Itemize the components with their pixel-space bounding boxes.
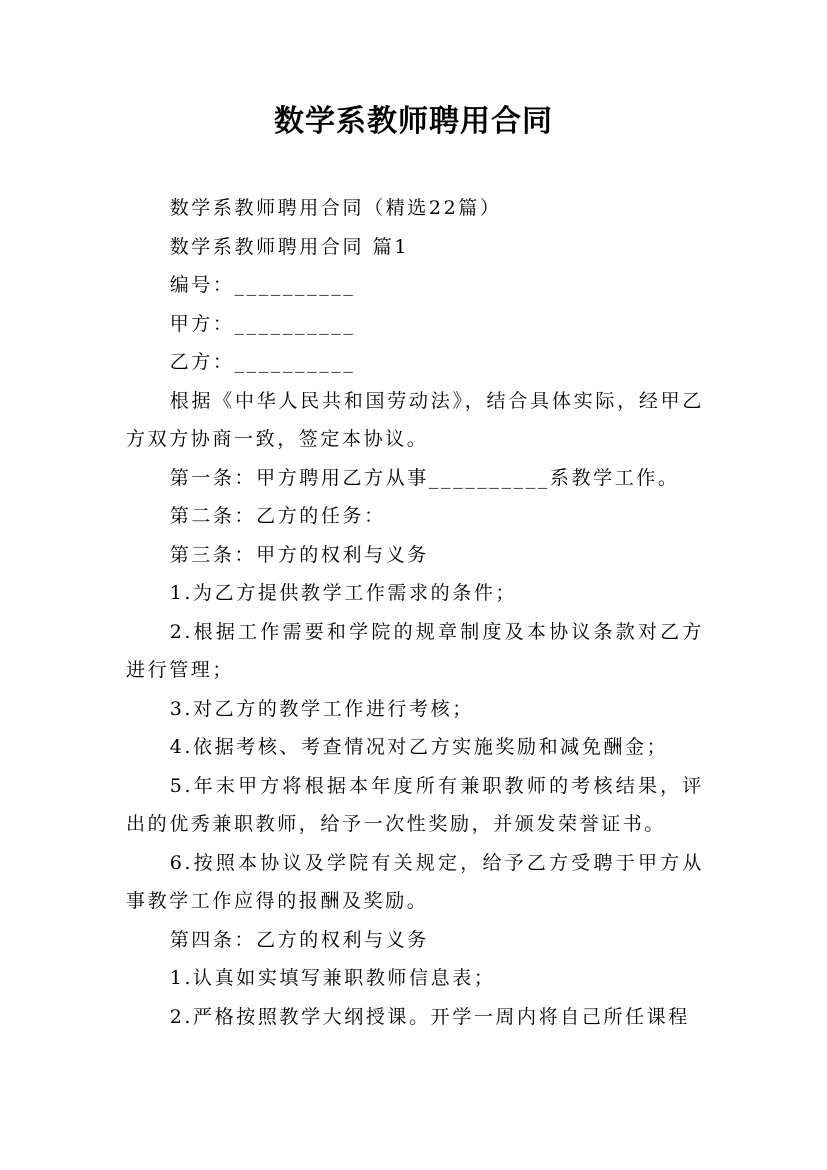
paragraph: 3.对乙方的教学工作进行考核； (169, 697, 474, 720)
paragraph: 4.依据考核、考查情况对乙方实施奖励和减免酬金； (169, 736, 669, 758)
paragraph: 数学系教师聘用合同（精选22篇） (169, 197, 502, 219)
paragraph: 1.认真如实填写兼职教师信息表； (169, 967, 496, 989)
paragraph: 第四条：乙方的权利与义务 (169, 928, 429, 951)
document-title: 数学系教师聘用合同 (274, 104, 553, 139)
paragraph: 2.严格按照教学大纲授课。开学一周内将自己所任课程 (169, 1005, 690, 1028)
document-body (126, 189, 704, 1036)
paragraph: 乙方：__________ (169, 351, 356, 373)
paragraph: 5.年末甲方将根据本年度所有兼职教师的考核结果，评出的优秀兼职教师，给予一次性奖励，并颁发荣誉证书。 (126, 774, 704, 835)
paragraph: 编号：__________ (169, 274, 356, 296)
paragraph: 2.根据工作需要和学院的规章制度及本协议条款对乙方进行管理； (126, 620, 704, 681)
paragraph: 第三条：甲方的权利与义务 (169, 543, 429, 566)
paragraph: 甲方：__________ (169, 312, 356, 335)
paragraph: 6.按照本协议及学院有关规定，给予乙方受聘于甲方从事教学工作应得的报酬及奖励。 (126, 851, 704, 912)
paragraph: 第一条：甲方聘用乙方从事__________系教学工作。 (169, 466, 680, 489)
paragraph: 数学系教师聘用合同 篇1 (169, 235, 410, 258)
paragraph: 第二条：乙方的任务： (169, 505, 386, 527)
paragraph: 1.为乙方提供教学工作需求的条件； (169, 582, 518, 604)
paragraph: 根据《中华人民共和国劳动法》，结合具体实际，经甲乙方双方协商一致，签定本协议。 (126, 389, 704, 450)
